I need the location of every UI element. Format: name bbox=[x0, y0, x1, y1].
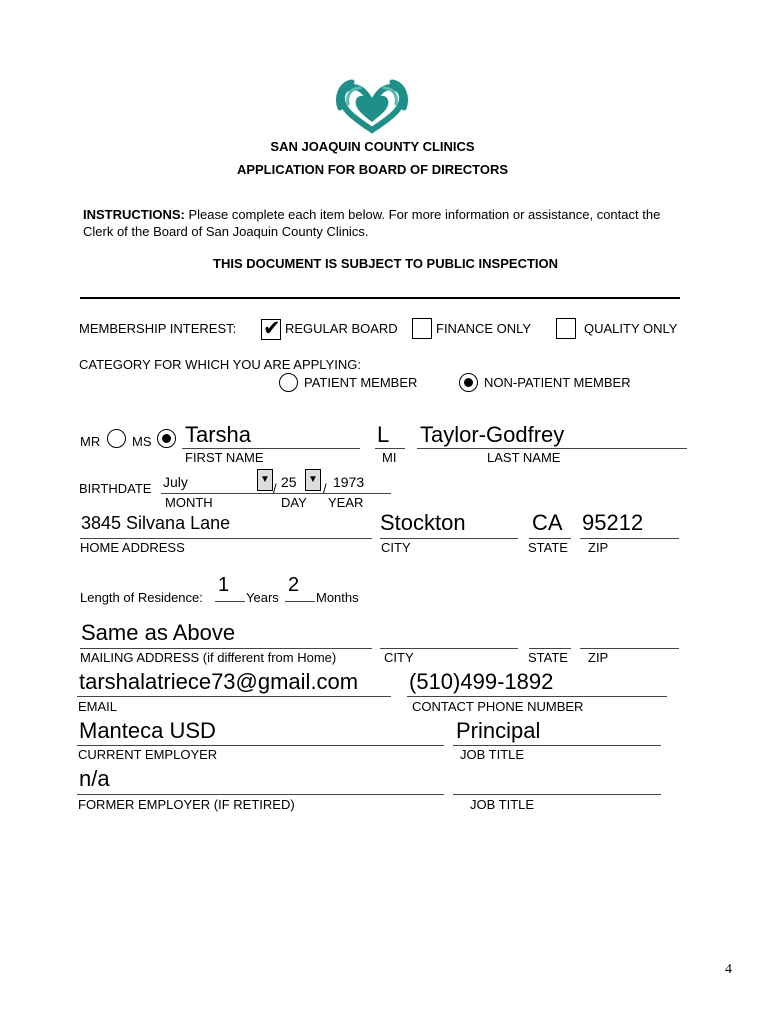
former-job-title-line bbox=[453, 794, 661, 795]
day-dropdown-button[interactable] bbox=[305, 469, 321, 491]
mr-label: MR bbox=[80, 434, 101, 449]
home-address-field[interactable]: 3845 Silvana Lane bbox=[81, 513, 231, 533]
non-patient-member-radio[interactable] bbox=[459, 373, 478, 392]
birthdate-line bbox=[161, 493, 391, 494]
job-title-line bbox=[453, 745, 661, 746]
former-employer-line bbox=[77, 794, 444, 795]
zip-label: ZIP bbox=[588, 540, 609, 555]
last-name-field[interactable]: Taylor-Godfrey bbox=[420, 422, 565, 447]
middle-initial-line bbox=[375, 448, 405, 449]
residence-label: Length of Residence: bbox=[80, 590, 203, 605]
day-label: DAY bbox=[281, 495, 307, 510]
clinic-logo bbox=[334, 78, 410, 134]
middle-initial-field[interactable]: L bbox=[377, 422, 390, 447]
phone-line bbox=[407, 696, 667, 697]
mailing-city-line bbox=[380, 648, 518, 649]
birth-month-field[interactable]: July bbox=[163, 474, 188, 490]
page-number: 4 bbox=[725, 962, 732, 977]
instructions-text-2: Clerk of the Board of San Joaquin County Clinics. bbox=[83, 224, 369, 239]
mailing-zip-line bbox=[580, 648, 679, 649]
mailing-state-label: STATE bbox=[528, 650, 568, 665]
quality-only-checkbox[interactable] bbox=[556, 318, 576, 339]
first-name-line bbox=[182, 448, 360, 449]
mr-radio[interactable] bbox=[107, 429, 126, 448]
state-field[interactable]: CA bbox=[532, 510, 563, 535]
years-label: Years bbox=[246, 590, 279, 605]
instructions-label: INSTRUCTIONS: bbox=[83, 207, 185, 222]
birth-sep-1: / bbox=[273, 481, 277, 496]
mailing-zip-label: ZIP bbox=[588, 650, 609, 665]
regular-board-checkbox[interactable] bbox=[261, 316, 281, 340]
finance-only-checkbox[interactable] bbox=[412, 318, 432, 339]
city-line bbox=[380, 538, 518, 539]
former-job-title-label: JOB TITLE bbox=[470, 797, 535, 812]
current-employer-line bbox=[77, 745, 444, 746]
org-title: SAN JOAQUIN COUNTY CLINICS bbox=[270, 139, 475, 154]
zip-line bbox=[580, 538, 679, 539]
residence-months-line bbox=[285, 601, 315, 602]
job-title-field[interactable]: Principal bbox=[456, 718, 541, 743]
current-employer-label: CURRENT EMPLOYER bbox=[78, 747, 218, 762]
last-name-line bbox=[417, 448, 687, 449]
membership-label: MEMBERSHIP INTEREST: bbox=[79, 321, 237, 336]
city-label: CITY bbox=[381, 540, 411, 555]
category-label: CATEGORY FOR WHICH YOU ARE APPLYING: bbox=[79, 357, 361, 372]
email-line bbox=[77, 696, 391, 697]
residence-years-field[interactable]: 1 bbox=[218, 574, 230, 596]
state-label: STATE bbox=[528, 540, 568, 555]
mailing-city-label: CITY bbox=[384, 650, 414, 665]
home-address-label: HOME ADDRESS bbox=[80, 540, 185, 555]
form-title: APPLICATION FOR BOARD OF DIRECTORS bbox=[236, 162, 509, 177]
non-patient-member-label: NON-PATIENT MEMBER bbox=[484, 375, 631, 390]
email-label: EMAIL bbox=[78, 699, 118, 714]
current-employer-field[interactable]: Manteca USD bbox=[79, 718, 216, 743]
birth-year-field[interactable]: 1973 bbox=[333, 474, 365, 490]
state-line bbox=[529, 538, 571, 539]
month-label: MONTH bbox=[165, 495, 213, 510]
chevron-down-icon: ▼ bbox=[308, 474, 318, 485]
regular-board-label: REGULAR BOARD bbox=[285, 321, 398, 336]
month-dropdown-button[interactable] bbox=[257, 469, 273, 491]
ms-label: MS bbox=[132, 434, 152, 449]
mailing-address-line bbox=[80, 648, 372, 649]
first-name-label: FIRST NAME bbox=[185, 450, 264, 465]
former-employer-field[interactable]: n/a bbox=[79, 766, 110, 791]
ms-radio[interactable] bbox=[157, 429, 176, 448]
year-label: YEAR bbox=[328, 495, 364, 510]
job-title-label: JOB TITLE bbox=[460, 747, 525, 762]
mailing-state-line bbox=[529, 648, 571, 649]
residence-months-field[interactable]: 2 bbox=[288, 574, 300, 596]
instructions bbox=[83, 206, 723, 240]
first-name-field[interactable]: Tarsha bbox=[185, 422, 252, 447]
birth-sep-2: / bbox=[323, 481, 327, 496]
email-field[interactable]: tarshalatriece73@gmail.com bbox=[79, 669, 359, 694]
quality-only-label: QUALITY ONLY bbox=[584, 321, 678, 336]
months-label: Months bbox=[316, 590, 359, 605]
phone-label: CONTACT PHONE NUMBER bbox=[412, 699, 584, 714]
city-field[interactable]: Stockton bbox=[380, 510, 466, 535]
mailing-address-field[interactable]: Same as Above bbox=[81, 620, 236, 645]
check-icon: ✔ bbox=[263, 316, 281, 340]
phone-field[interactable]: (510)499-1892 bbox=[409, 669, 554, 694]
zip-field[interactable]: 95212 bbox=[582, 510, 644, 535]
last-name-label: LAST NAME bbox=[487, 450, 561, 465]
birth-day-field[interactable]: 25 bbox=[281, 474, 297, 490]
header-divider bbox=[80, 297, 680, 299]
birthdate-label: BIRTHDATE bbox=[79, 481, 152, 496]
home-address-line bbox=[80, 538, 372, 539]
chevron-down-icon: ▼ bbox=[260, 474, 270, 485]
mailing-address-label: MAILING ADDRESS (if different from Home) bbox=[80, 650, 337, 665]
public-notice: THIS DOCUMENT IS SUBJECT TO PUBLIC INSPECTION bbox=[213, 256, 559, 271]
instructions-text: Please complete each item below. For more information or assistance, contact the bbox=[184, 207, 661, 222]
middle-initial-label: MI bbox=[382, 450, 397, 465]
residence-years-line bbox=[215, 601, 245, 602]
patient-member-label: PATIENT MEMBER bbox=[304, 375, 418, 390]
former-employer-label: FORMER EMPLOYER (IF RETIRED) bbox=[78, 797, 295, 812]
finance-only-label: FINANCE ONLY bbox=[436, 321, 532, 336]
patient-member-radio[interactable] bbox=[279, 373, 298, 392]
